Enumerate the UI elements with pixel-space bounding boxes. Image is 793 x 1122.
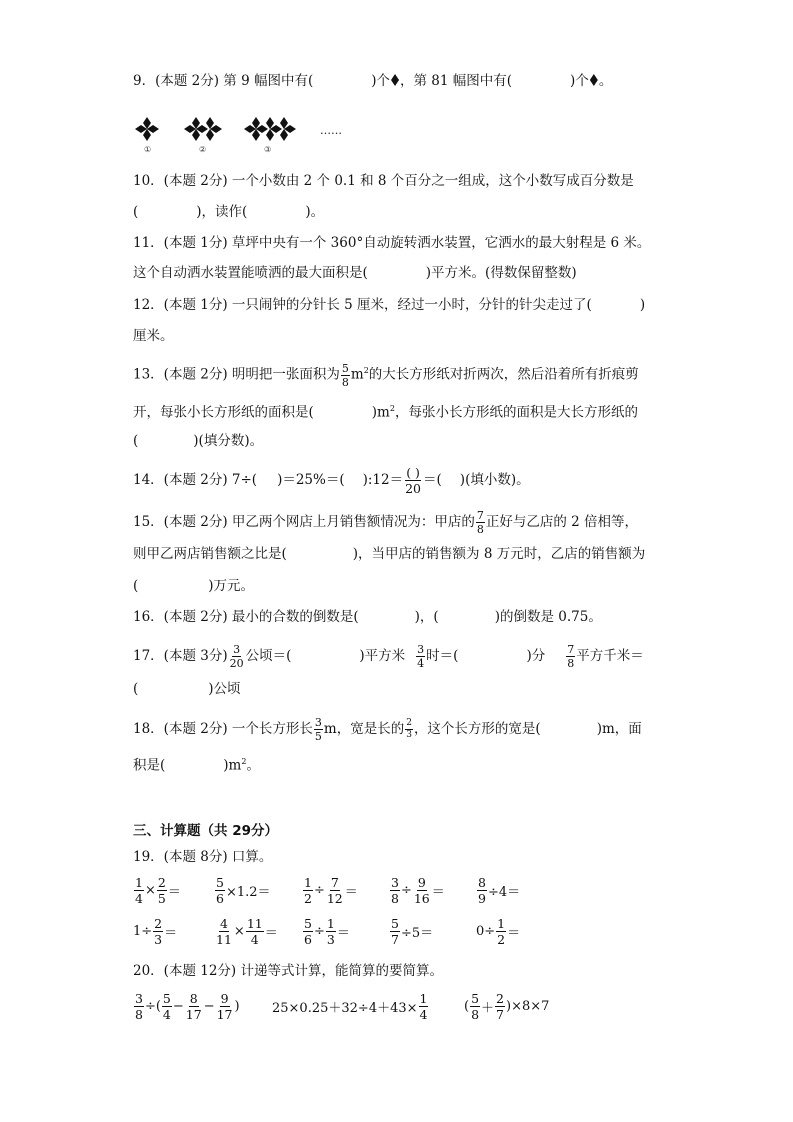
question-11-line-2: 这个自动洒水装置能喷洒的最大面积是( )平方米。(得数保留整数) <box>133 265 577 281</box>
oral-calc-item: $\frac{4}{11}$ × $\frac{11}{4}$ ＝ <box>216 916 278 947</box>
fraction: $\frac{5}{8}$ <box>341 361 349 389</box>
diamond-icon <box>590 74 598 86</box>
question-13-line-1: 13．(本题 2分) 明明把一张面积为 $\frac{5}{8}$ $m^2$的大长方形纸对折两次，然后沿着所有折痕剪 <box>133 361 639 389</box>
q9-text-b: )个 <box>371 73 391 89</box>
question-15-line-2: 则甲乙两店销售额之比是( )，当甲店的销售额为 8 万元时，乙店的销售额为 <box>133 546 646 562</box>
diamond-icon <box>391 74 399 86</box>
oral-calc-item: $\frac{1}{2}$ ÷ $\frac{7}{12}$ ＝ <box>304 875 358 906</box>
expression-3: ( $\frac{5}{8}$ ＋ $\frac{2}{7}$ )×8×7 <box>464 991 550 1022</box>
question-14: 14．(本题 2分) 7÷( )＝25%＝( ):12＝ $\frac{( )}{20}$ ＝( )(填小数)。 <box>133 465 530 496</box>
question-15-line-1: 15．(本题 2分) 甲乙两个网店上月销售额情况为：甲店的 $\frac{7}{8}$ 正好与乙店的 2 倍相等， <box>133 509 639 536</box>
question-9 <box>133 72 612 90</box>
oral-calc-item: $\frac{5}{6}$ ×1.2＝ <box>216 875 271 906</box>
oral-calc-item: 0÷ $\frac{1}{2}$ ＝ <box>476 916 521 947</box>
oral-calc-item: $\frac{3}{8}$ ÷ $\frac{9}{16}$ ＝ <box>391 875 445 906</box>
question-19-title: 19．(本题 8分) 口算。 <box>133 849 273 865</box>
fraction: $\frac{3}{5}$ <box>314 716 322 743</box>
question-18-line-2: 积是( )$m^2$。 <box>133 757 260 774</box>
oral-calc-item: $\frac{5}{6}$ ÷ $\frac{1}{3}$ ＝ <box>304 916 350 947</box>
expression-2: 25×0.25＋32÷4＋43× $\frac{1}{4}$ <box>272 991 428 1022</box>
question-12-line-2: 厘米。 <box>133 328 174 344</box>
figure-label-2: ② <box>199 145 207 154</box>
question-15-line-3: ( )万元。 <box>133 578 255 594</box>
figure-2 <box>182 116 224 142</box>
q9-text-a: 9．(本题 2分) 第 9 幅图中有( <box>133 73 314 89</box>
question-10-line-2: ( )，读作( )。 <box>133 204 325 220</box>
fraction: $\frac{7}{8}$ <box>476 509 484 536</box>
question-12-line-1: 12．(本题 1分) 一只闹钟的分针长 5 厘米，经过一小时，分针的针尖走过了( ) <box>133 297 646 313</box>
q9-text-e: 。 <box>598 73 613 89</box>
question-20-title: 20．(本题 12分) 计递等式计算，能简算的要简算。 <box>133 963 443 979</box>
figure-label-3: ③ <box>264 145 272 154</box>
figure-3 <box>242 116 298 142</box>
oral-calc-item: $\frac{1}{4}$ × $\frac{2}{5}$ ＝ <box>135 875 181 906</box>
question-16: 16．(本题 2分) 最小的合数的倒数是( )，( )的倒数是 0.75。 <box>133 609 602 625</box>
question-10-line-1: 10．(本题 2分) 一个小数由 2 个 0.1 和 8 个百分之一组成，这个小数写成百分数是 <box>133 173 634 189</box>
oral-calc-item: $\frac{5}{7}$ ÷5＝ <box>391 916 434 947</box>
oral-calc-item: 1÷ $\frac{2}{3}$ ＝ <box>133 916 178 947</box>
q9-text-c: ，第 81 幅图中有( <box>400 73 513 89</box>
fraction: $\frac{2}{3}$ <box>406 718 412 740</box>
oral-calc-item: $\frac{8}{9}$ ÷4＝ <box>478 875 521 906</box>
fraction: $\frac{3}{4}$ <box>417 643 425 670</box>
question-17-line-1: 17．(本题 3分) $\frac{3}{20}$ 公顷＝( )平方米 $\frac{3}{4}$ 时＝( )分 $\frac{7}{8}$ 平方千米＝ <box>133 643 644 670</box>
fraction: $\frac{7}{8}$ <box>567 643 575 670</box>
ellipsis: …… <box>320 124 342 137</box>
fraction: $\frac{( )}{20}$ <box>405 465 422 496</box>
question-18-line-1: 18．(本题 2分) 一个长方形长 $\frac{3}{5}$ m，宽是长的 $\frac{2}{3}$ ，这个长方形的宽是( )m，面 <box>133 716 642 743</box>
fraction: $\frac{3}{20}$ <box>229 643 244 670</box>
question-17-line-2: ( )公顷 <box>133 681 241 697</box>
q9-text-d: )个 <box>570 73 589 89</box>
question-13-line-3: ( )(填分数)。 <box>133 433 264 449</box>
section-title: 三、计算题（共 29分） <box>133 823 278 839</box>
question-11-line-1: 11．(本题 1分) 草坪中央有一个 360°自动旋转洒水装置，它洒水的最大射程是 6 米。 <box>133 235 651 251</box>
expression-1: $\frac{3}{8}$ ÷( $\frac{5}{4}$ − $\frac{8}{17}$ − $\frac{9}{17}$ ) <box>135 991 240 1022</box>
question-13-line-2: 开，每张小长方形纸的面积是( )$m^2$，每张小长方形纸的面积是大长方形纸的 <box>133 404 638 421</box>
figure-label-1: ① <box>144 145 152 154</box>
figure-1 <box>133 116 161 142</box>
